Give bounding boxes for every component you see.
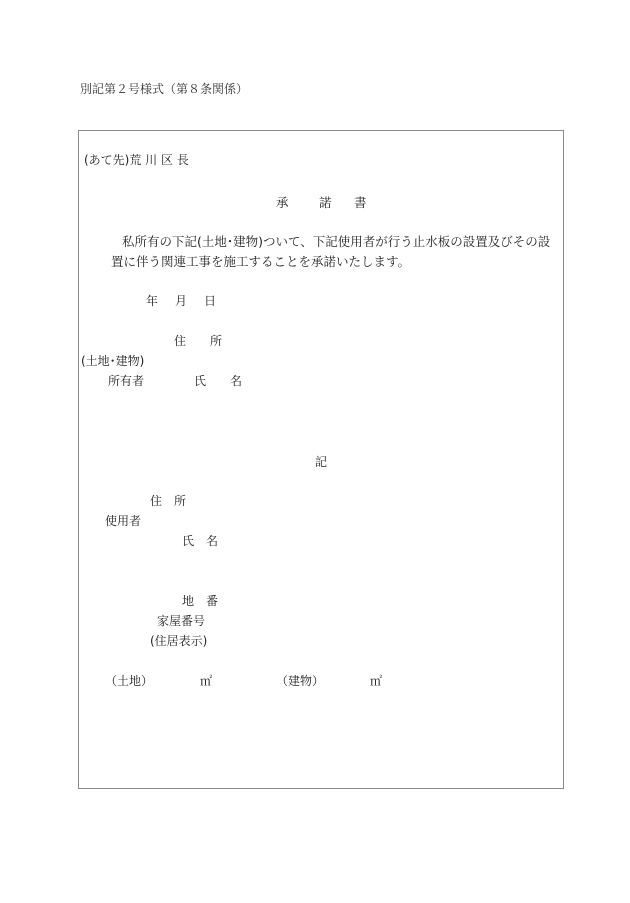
residence-display-label: (住居表示)	[150, 634, 208, 648]
lot-number-label: 地 番	[182, 594, 219, 608]
owner-category-label: (土地･建物)	[81, 354, 145, 368]
land-area-label: （土地）	[105, 674, 154, 688]
statement-line-1: 私所有の下記(土地･建物)ついて、下記使用者が行う止水板の設置及びその設	[122, 234, 551, 249]
date-day-label: 日	[204, 294, 217, 308]
user-address-label: 住 所	[150, 494, 187, 508]
user-role-label: 使用者	[105, 514, 142, 528]
form-caption: 別記第２号様式（第８条関係）	[80, 82, 249, 96]
owner-address-label: 住 所	[174, 334, 223, 348]
building-area-unit: ㎡	[370, 674, 383, 688]
date-year-label: 年	[146, 294, 159, 308]
owner-role-label: 所有者	[108, 374, 145, 388]
date-month-label: 月	[175, 294, 188, 308]
title-char-1: 承	[276, 195, 289, 210]
owner-name-label: 氏 名	[194, 374, 243, 388]
land-area-unit: ㎡	[200, 674, 213, 688]
building-area-label: （建物）	[276, 674, 325, 688]
user-name-label: 氏 名	[182, 534, 219, 548]
addressee: (あて先)荒 川 区 長	[84, 153, 189, 167]
title-char-3: 書	[354, 195, 367, 210]
statement-line-2: 置に伴う関連工事を施工することを承諾いたします。	[111, 254, 411, 269]
title-char-2: 諾	[319, 195, 332, 210]
house-number-label: 家屋番号	[157, 614, 206, 628]
ki-label: 記	[315, 455, 328, 469]
